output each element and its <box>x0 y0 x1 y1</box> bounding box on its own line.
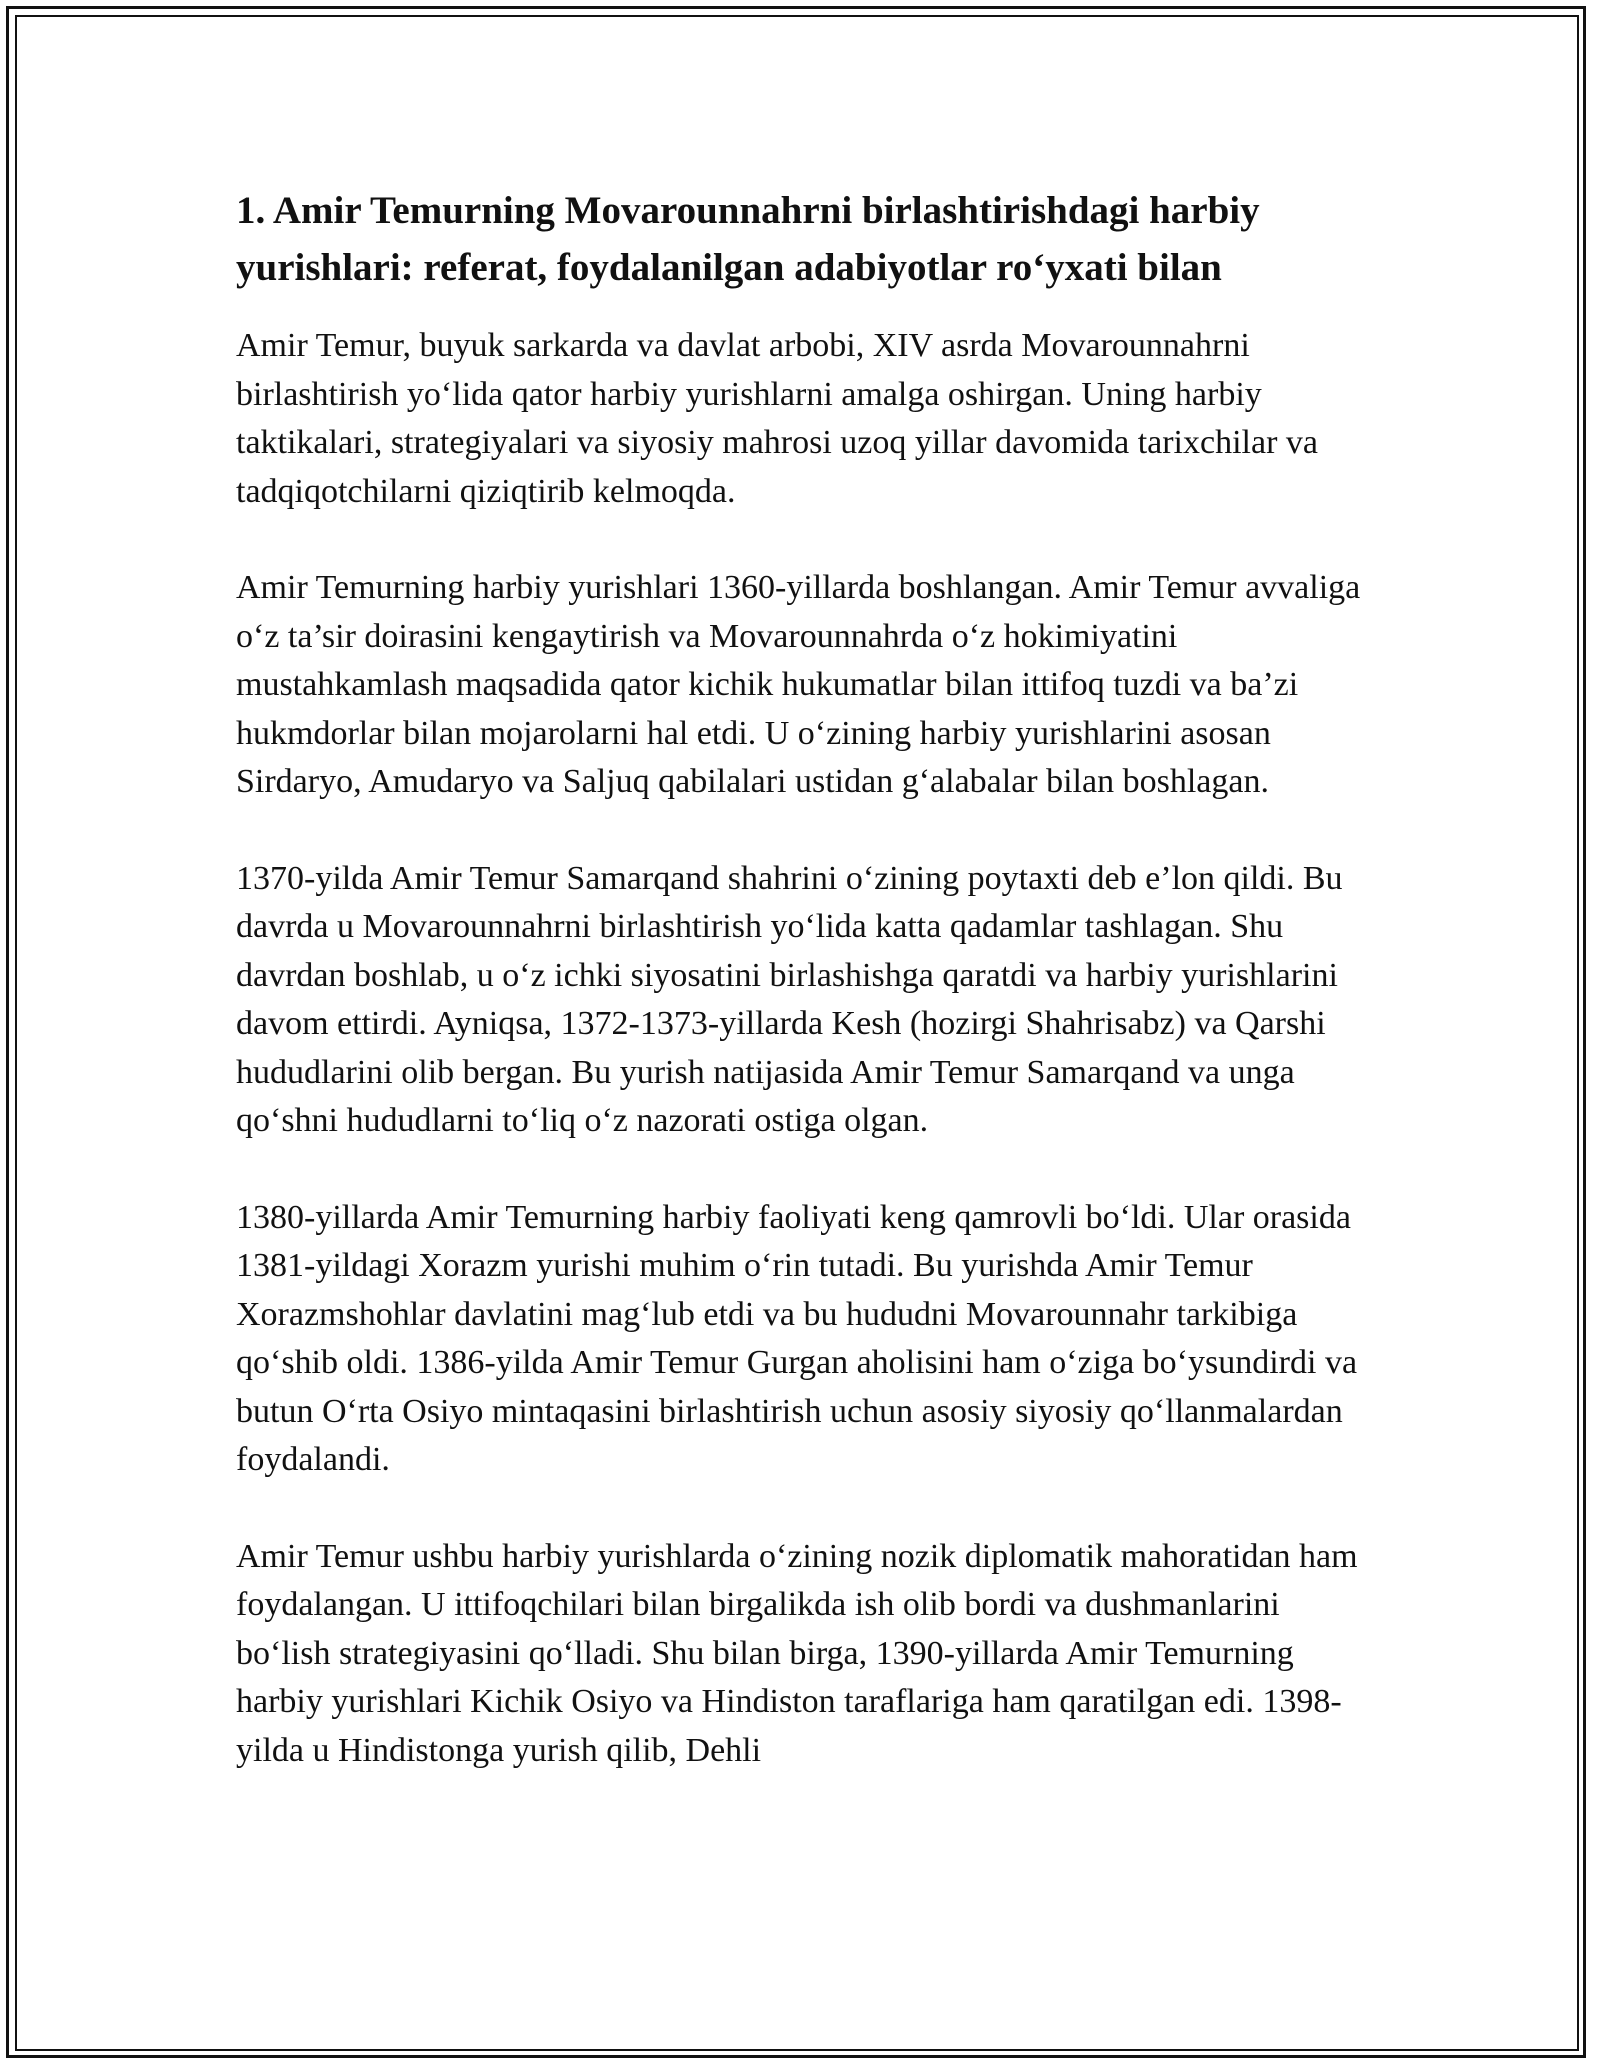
paragraph-4: 1380-yillarda Amir Temurning harbiy faoliyati keng qamrovli bo‘ldi. Ular orasida 1381-yildagi Xorazm yurishi muhim o‘rin tutadi. Bu yurishda Amir Temur Xorazmshohlar davlatini mag‘lub etdi va bu hududni Movarounnahr tarkibiga qo‘shib oldi. 1386-yilda Amir Temur Gurgan aholisini ham o‘ziga bo‘ysundirdi va butun O‘rta Osiyo mintaqasini birlashtirish uchun asosiy siyosiy qo‘llanmalardan foydalandi. <box>236 1198 1358 1478</box>
paragraph-2: Amir Temurning harbiy yurishlari 1360-yillarda boshlangan. Amir Temur avvaliga o‘z ta’sir doirasini kengaytirish va Movarounnahrda o‘z hokimiyatini mustahkamlash maqsadida qator kichik hukumatlar bilan ittifoq tuzdi va ba’zi hukmdorlar bilan mojarolarni hal etdi. U o‘zining harbiy yurishlarini asosan Sirdaryo, Amudaryo va Saljuq qabilalari ustidan g‘alabalar bilan boshlagan. <box>236 569 1361 800</box>
paragraph-1: Amir Temur, buyuk sarkarda va davlat arbobi, XIV asrda Movarounnahrni birlashtirish yo‘lida qator harbiy yurishlarni amalga oshirgan. Uning harbiy taktikalari, strategiyalari va siyosiy mahrosi uzoq yillar davomida tarixchilar va tadqiqotchilarni qiziqtirib kelmoqda. <box>236 327 1318 510</box>
paragraph-5: Amir Temur ushbu harbiy yurishlarda o‘zining nozik diplomatik mahoratidan ham foydalangan. U ittifoqchilari bilan birgalikda ish olib bordi va dushmanlarini bo‘lish strategiyasini qo‘lladi. Shu bilan birga, 1390-yillarda Amir Temurning harbiy yurishlari Kichik Osiyo va Hindiston taraflariga ham qaratilgan edi. 1398-yilda u Hindistonga yurish qilib, Dehli <box>236 1537 1358 1769</box>
paragraph-3: 1370-yilda Amir Temur Samarqand shahrini o‘zining poytaxti deb e’lon qildi. Bu davrda u Movarounnahrni birlashtirish yo‘lida katta qadamlar tashlagan. Shu davrdan boshlab, u o‘z ichki siyosatini birlashishga qaratdi va harbiy yurishlarini davom ettirdi. Ayniqsa, 1372-1373-yillarda Kesh (hozirgi Shahrisabz) va Qarshi hududlarini olib bergan. Bu yurish natijasida Amir Temur Samarqand va unga qo‘shni hududlarni to‘liq o‘z nazorati ostiga olgan. <box>236 859 1343 1139</box>
document-body <box>236 182 1376 1823</box>
document-heading: 1. Amir Temurning Movarounnahrni birlashtirishdagi harbiy yurishlari: referat, foydalanilgan adabiyotlar ro‘yxati bilan <box>236 189 1260 289</box>
